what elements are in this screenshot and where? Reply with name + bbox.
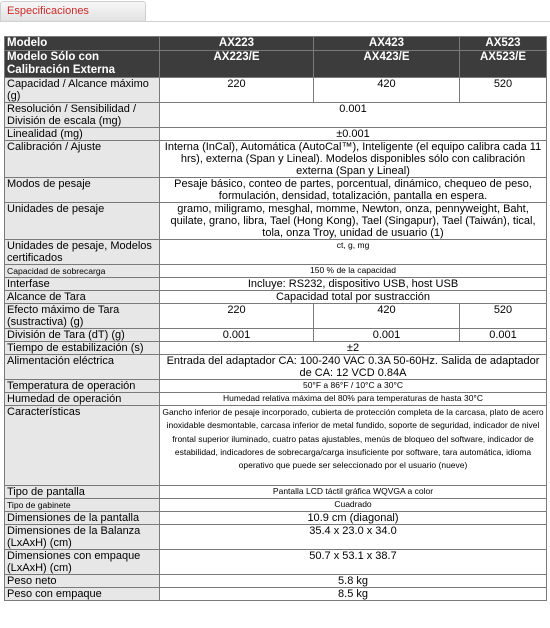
net-weight-value: 5.8 kg	[160, 575, 547, 588]
display-size-value: 10.9 cm (diagonal)	[160, 512, 547, 525]
weighing-units-value: gramo, miligramo, mesghal, momme, Newton, onza, pennyweight, Baht, quilate, grano, libra, Tael (Hong Kong), Tael (Singapur), Tael (Taiwán), tical, tola, onza Troy, unidad de usuario (1)	[160, 203, 547, 240]
capacity-ax423: 420	[314, 78, 460, 103]
stabilization-value: ±2	[160, 342, 547, 355]
gross-weight-row	[5, 588, 547, 601]
features-label: Características	[5, 406, 160, 486]
model-ax523e: AX523/E	[460, 51, 547, 78]
balance-dims-row	[5, 525, 547, 550]
display-size-label: Dimensiones de la pantalla	[5, 512, 160, 525]
interface-row	[5, 278, 547, 291]
temperature-label: Temperatura de operación	[5, 380, 160, 393]
tare-effect-ax223: 220	[160, 304, 314, 329]
overload-label: Capacidad de sobrecarga	[5, 265, 160, 278]
model-ax423e: AX423/E	[314, 51, 460, 78]
linearity-label: Linealidad (mg)	[5, 128, 160, 141]
power-value: Entrada del adaptador CA: 100-240 VAC 0.3A 50-60Hz. Salida de adaptador de CA: 12 VCD 0.84A	[160, 355, 547, 380]
cabinet-row	[5, 499, 547, 512]
tare-division-row	[5, 329, 547, 342]
display-size-row	[5, 512, 547, 525]
package-dims-row	[5, 550, 547, 575]
power-label: Alimentación eléctrica	[5, 355, 160, 380]
gross-weight-label: Peso con empaque	[5, 588, 160, 601]
tare-division-label: División de Tara (dT) (g)	[5, 329, 160, 342]
linearity-value: ±0.001	[160, 128, 547, 141]
temperature-value: 50°F a 86°F / 10°C a 30°C	[160, 380, 547, 393]
model-label: Modelo	[5, 37, 160, 51]
display-type-label: Tipo de pantalla	[5, 486, 160, 499]
model-header-row	[5, 37, 547, 51]
overload-row	[5, 265, 547, 278]
weighing-modes-value: Pesaje básico, conteo de partes, porcentual, dinámico, chequeo de peso, formulación, densidad, totalización, pantalla en espera.	[160, 178, 547, 203]
overload-value: 150 % de la capacidad	[160, 265, 547, 278]
weighing-units-row	[5, 203, 547, 240]
humidity-label: Humedad de operación	[5, 393, 160, 406]
tare-division-ax223: 0.001	[160, 329, 314, 342]
capacity-ax523: 520	[460, 78, 547, 103]
gross-weight-value: 8.5 kg	[160, 588, 547, 601]
cabinet-value: Cuadrado	[160, 499, 547, 512]
temperature-row	[5, 380, 547, 393]
features-value: Gancho inferior de pesaje incorporado, cubierta de protección completa de la carcasa, plato de acero inoxidable desmontable, carcasa inferior de metal fundido, soporte de seguridad, indicador de nivel frontal superior iluminado, cuatro patas ajustables, menús de bloqueo del software, indicador de estabilidad, indicadores de sobrecarga/carga insuficiente por software, tara automática, idioma operativo que puede ser seleccionado por el usuario (nueve)	[160, 406, 547, 486]
display-type-row	[5, 486, 547, 499]
humidity-row	[5, 393, 547, 406]
balance-dims-value: 35.4 x 23.0 x 34.0	[160, 525, 547, 550]
model-ax223e: AX223/E	[160, 51, 314, 78]
stabilization-label: Tiempo de estabilización (s)	[5, 342, 160, 355]
package-dims-label: Dimensiones con empaque (LxAxH) (cm)	[5, 550, 160, 575]
certified-units-value: ct, g, mg	[160, 240, 547, 265]
weighing-units-label: Unidades de pesaje	[5, 203, 160, 240]
tare-division-ax523: 0.001	[460, 329, 547, 342]
tare-effect-label: Efecto máximo de Tara (sustractiva) (g)	[5, 304, 160, 329]
specifications-table	[4, 36, 547, 601]
resolution-label: Resolución / Sensibilidad / División de escala (mg)	[5, 103, 160, 128]
weighing-modes-label: Modos de pesaje	[5, 178, 160, 203]
resolution-row	[5, 103, 547, 128]
external-cal-header-row	[5, 51, 547, 78]
capacity-row	[5, 78, 547, 103]
tare-division-ax423: 0.001	[314, 329, 460, 342]
calibration-label: Calibración / Ajuste	[5, 141, 160, 178]
package-dims-value: 50.7 x 53.1 x 38.7	[160, 550, 547, 575]
capacity-ax223: 220	[160, 78, 314, 103]
external-cal-label: Modelo Sólo con Calibración Externa	[5, 51, 160, 78]
tare-effect-ax423: 420	[314, 304, 460, 329]
model-ax523: AX523	[460, 37, 547, 51]
net-weight-row	[5, 575, 547, 588]
tare-effect-ax523: 520	[460, 304, 547, 329]
weighing-modes-row	[5, 178, 547, 203]
resolution-value: 0.001	[160, 103, 547, 128]
capacity-label: Capacidad / Alcance máximo (g)	[5, 78, 160, 103]
humidity-value: Humedad relativa máxima del 80% para temperaturas de hasta 30°C	[160, 393, 547, 406]
model-ax423: AX423	[314, 37, 460, 51]
power-row	[5, 355, 547, 380]
display-type-value: Pantalla LCD táctil gráfica WQVGA a color	[160, 486, 547, 499]
tare-range-label: Alcance de Tara	[5, 291, 160, 304]
tab-specifications[interactable]: Especificaciones	[0, 1, 146, 21]
interface-value: Incluye: RS232, dispositivo USB, host USB	[160, 278, 547, 291]
tab-divider	[0, 21, 550, 22]
cabinet-label: Tipo de gabinete	[5, 499, 160, 512]
tare-range-row	[5, 291, 547, 304]
tab-bar	[0, 0, 550, 22]
tare-effect-row	[5, 304, 547, 329]
features-row	[5, 406, 547, 486]
net-weight-label: Peso neto	[5, 575, 160, 588]
calibration-value: Interna (InCal), Automática (AutoCal™), Inteligente (el equipo calibra cada 11 hrs), externa (Span y Lineal). Modelos disponibles sólo con calibración externa (Span y Lineal)	[160, 141, 547, 178]
stabilization-row	[5, 342, 547, 355]
model-ax223: AX223	[160, 37, 314, 51]
balance-dims-label: Dimensiones de la Balanza (LxAxH) (cm)	[5, 525, 160, 550]
calibration-row	[5, 141, 547, 178]
linearity-row	[5, 128, 547, 141]
interface-label: Interfase	[5, 278, 160, 291]
certified-units-row	[5, 240, 547, 265]
certified-units-label: Unidades de pesaje, Modelos certificados	[5, 240, 160, 265]
tare-range-value: Capacidad total por sustracción	[160, 291, 547, 304]
